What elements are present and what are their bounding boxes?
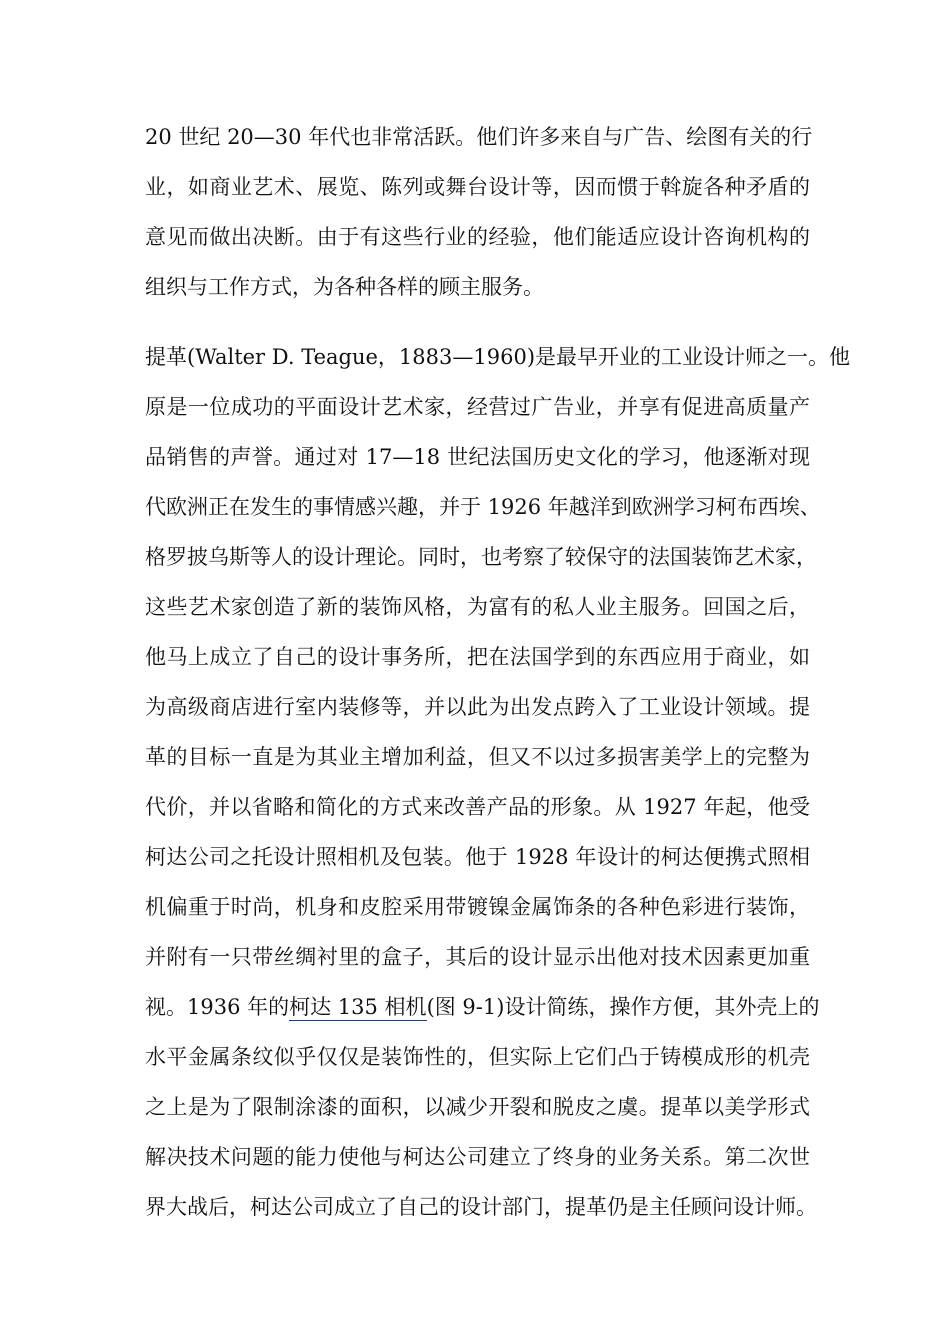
paragraph-2-line-11: 柯达公司之托设计照相机及包装。他于 1928 年设计的柯达便携式照相	[145, 845, 810, 869]
paragraph-2-line-7: 他马上成立了自己的设计事务所，把在法国学到的东西应用于商业，如	[145, 645, 810, 669]
paragraph-2-line-12: 机偏重于时尚，机身和皮腔采用带镀镍金属饰条的各种色彩进行装饰，	[145, 895, 810, 919]
paragraph-2-line-13: 并附有一只带丝绸衬里的盒子，其后的设计显示出他对技术因素更加重	[145, 945, 810, 969]
paragraph-2-line-10: 代价，并以省略和简化的方式来改善产品的形象。从 1927 年起，他受	[145, 795, 810, 819]
paragraph-2-line-16: 之上是为了限制涂漆的面积，以减少开裂和脱皮之虞。提革以美学形式	[145, 1095, 810, 1119]
paragraph-1-line-2: 业，如商业艺术、展览、陈列或舞台设计等，因而惯于斡旋各种矛盾的	[145, 175, 810, 199]
paragraph-2-line-8: 为高级商店进行室内装修等，并以此为出发点跨入了工业设计领域。提	[145, 695, 810, 719]
line-text-before-link: 视。1936 年的	[145, 995, 290, 1019]
paragraph-1-line-4: 组织与工作方式，为各种各样的顾主服务。	[145, 275, 544, 299]
paragraph-1-line-1: 20 世纪 20—30 年代也非常活跃。他们许多来自与广告、绘图有关的行	[145, 125, 813, 149]
paragraph-2-line-5: 格罗披乌斯等人的设计理论。同时，也考察了较保守的法国装饰艺术家，	[145, 545, 817, 569]
paragraph-2-line-14	[145, 992, 820, 1022]
paragraph-2-line-4: 代欧洲正在发生的事情感兴趣，并于 1926 年越洋到欧洲学习柯布西埃、	[145, 495, 821, 519]
paragraph-2-line-15: 水平金属条纹似乎仅仅是装饰性的，但实际上它们凸于铸模成形的机壳	[145, 1045, 810, 1069]
line-text-after-link: (图 9-1)设计简练，操作方便，其外壳上的	[426, 995, 820, 1019]
paragraph-1-line-3: 意见而做出决断。由于有这些行业的经验，他们能适应设计咨询机构的	[145, 225, 810, 249]
paragraph-2-line-9: 革的目标一直是为其业主增加利益，但又不以过多损害美学上的完整为	[145, 745, 810, 769]
paragraph-2-line-18: 界大战后，柯达公司成立了自己的设计部门，提革仍是主任顾问设计师。	[145, 1195, 817, 1219]
paragraph-2-line-2: 原是一位成功的平面设计艺术家，经营过广告业，并享有促进高质量产	[145, 395, 810, 419]
paragraph-2-line-3: 品销售的声誉。通过对 17—18 世纪法国历史文化的学习，他逐渐对现	[145, 445, 810, 469]
kodak-135-camera-link[interactable]: 柯达 135 相机	[289, 995, 427, 1019]
paragraph-2-line-1: 提革(Walter D. Teague，1883—1960)是最早开业的工业设计师之一。他	[145, 345, 851, 369]
paragraph-2-line-6: 这些艺术家创造了新的装饰风格，为富有的私人业主服务。回国之后，	[145, 595, 810, 619]
paragraph-2-line-17: 解决技术问题的能力使他与柯达公司建立了终身的业务关系。第二次世	[145, 1145, 810, 1169]
